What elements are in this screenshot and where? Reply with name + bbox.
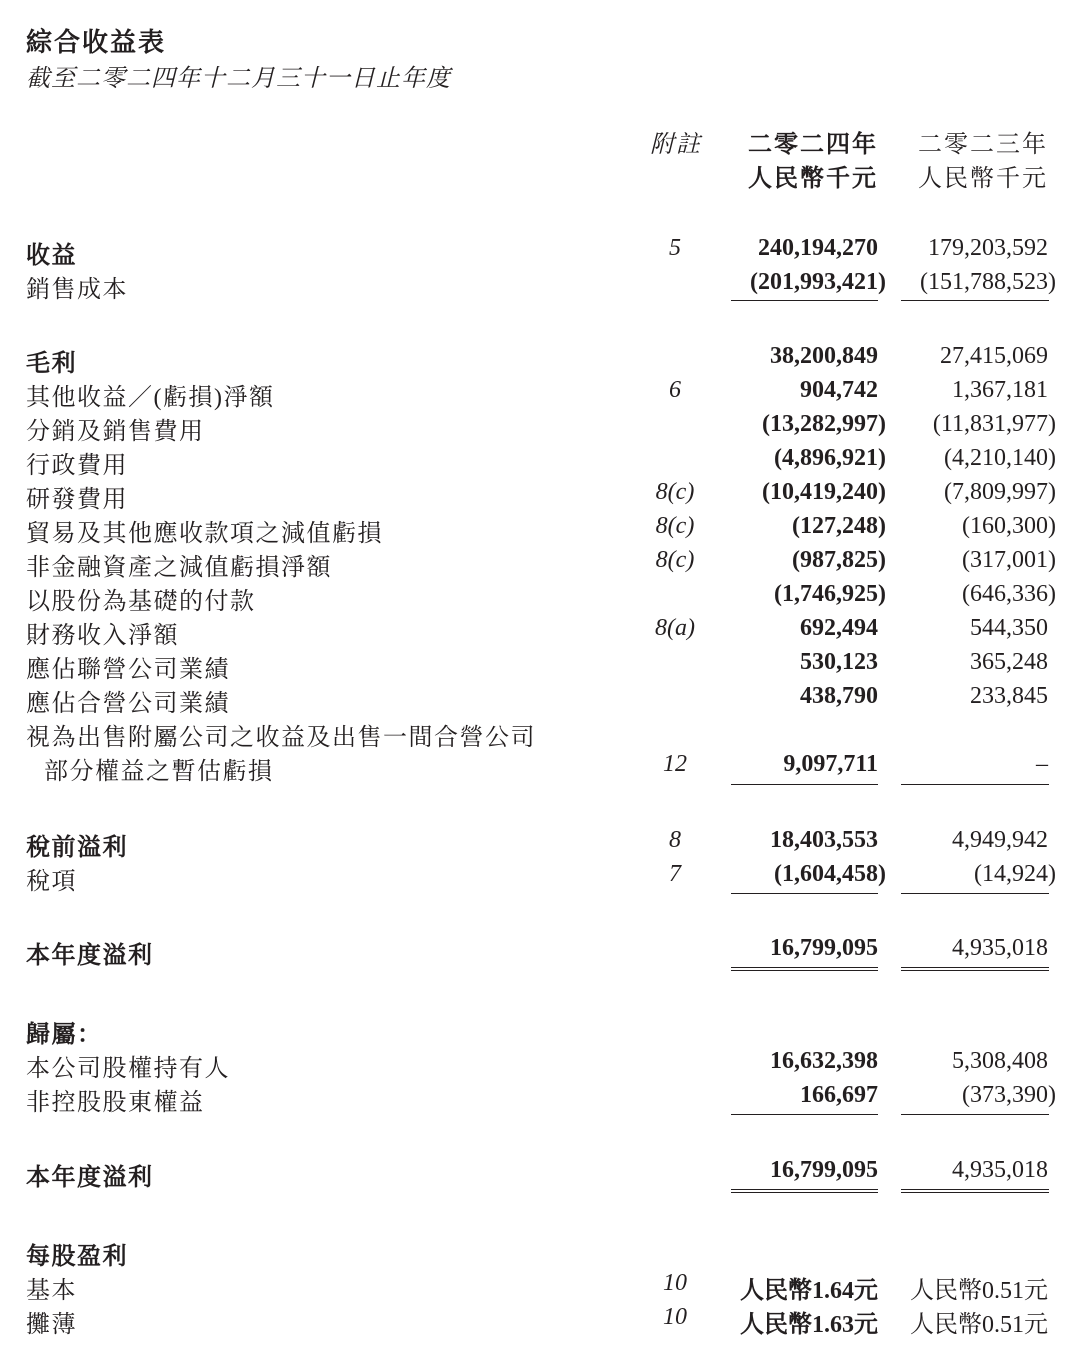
- row-label: 部分權益之暫估虧損: [44, 759, 274, 785]
- row-deemed-disposal-line1: [0, 715, 1080, 749]
- value-2024: 904,742: [800, 377, 878, 403]
- row-label: 行政費用: [26, 453, 128, 479]
- row-label: 財務收入淨額: [26, 623, 179, 649]
- column-header-2023-year: 二零二三年: [918, 132, 1048, 158]
- row-note: 8: [669, 827, 681, 853]
- column-header-2024-unit: 人民幣千元: [748, 166, 878, 192]
- row-label: 非控股股東權益: [26, 1090, 205, 1116]
- value-2023: 人民幣0.51元: [910, 1278, 1048, 1304]
- value-2023: (14,924): [974, 861, 1056, 887]
- row-label: 貿易及其他應收款項之減值虧損: [26, 521, 383, 547]
- value-2023: 4,935,018: [952, 935, 1048, 961]
- value-2023: (160,300): [962, 513, 1056, 539]
- total-double-rule: [901, 967, 1049, 971]
- row-label: 本年度溢利: [26, 943, 154, 969]
- value-2023: (151,788,523): [920, 269, 1056, 295]
- value-2023: 1,367,181: [952, 377, 1048, 403]
- value-2024: 692,494: [800, 615, 878, 641]
- row-profit-for-year: [0, 933, 1080, 967]
- row-gross-profit: [0, 341, 1080, 375]
- row-label: 視為出售附屬公司之收益及出售一間合營公司: [26, 725, 536, 751]
- total-double-rule: [731, 1189, 878, 1193]
- value-2024: 438,790: [800, 683, 878, 709]
- value-2024: (201,993,421): [750, 269, 886, 295]
- row-eps-basic: [0, 1268, 1080, 1302]
- value-2024: 9,097,711: [783, 751, 878, 777]
- value-2023: 4,935,018: [952, 1157, 1048, 1183]
- row-label: 研發費用: [26, 487, 128, 513]
- row-cost-of-sales: [0, 267, 1080, 301]
- row-distribution-costs: [0, 409, 1080, 443]
- row-profit-for-year-total: [0, 1155, 1080, 1189]
- value-2023: 人民幣0.51元: [910, 1312, 1048, 1338]
- value-2024: 240,194,270: [758, 235, 878, 261]
- value-2024: 18,403,553: [770, 827, 878, 853]
- note-column-header: 附註: [650, 132, 702, 158]
- subtotal-rule: [901, 300, 1049, 301]
- value-2024: 16,632,398: [770, 1048, 878, 1074]
- value-2024: (13,282,997): [762, 411, 886, 437]
- row-label: 毛利: [26, 351, 77, 377]
- value-2024: 166,697: [800, 1082, 878, 1108]
- row-note: 8(c): [655, 513, 695, 539]
- row-non-controlling-interests: [0, 1080, 1080, 1114]
- row-admin-expenses: [0, 443, 1080, 477]
- row-label: 收益: [26, 243, 77, 269]
- value-2023: 27,415,069: [940, 343, 1048, 369]
- subtotal-rule: [731, 300, 878, 301]
- value-2023: 5,308,408: [952, 1048, 1048, 1074]
- value-2023: 179,203,592: [928, 235, 1048, 261]
- row-label: 每股盈利: [26, 1244, 128, 1270]
- column-header-2024-year: 二零二四年: [748, 132, 878, 158]
- row-note: 12: [663, 751, 687, 777]
- row-label: 應佔聯營公司業績: [26, 657, 230, 683]
- row-note: 6: [669, 377, 681, 403]
- row-note: 8(c): [655, 547, 695, 573]
- row-share-of-associates: [0, 647, 1080, 681]
- row-note: 10: [663, 1270, 687, 1296]
- row-label: 銷售成本: [26, 277, 128, 303]
- row-label: 非金融資產之減值虧損淨額: [26, 555, 332, 581]
- row-label: 攤薄: [26, 1312, 77, 1338]
- row-nonfinancial-impairment: [0, 545, 1080, 579]
- row-label: 基本: [26, 1278, 77, 1304]
- value-2023: (646,336): [962, 581, 1056, 607]
- row-label: 本公司股權持有人: [26, 1056, 230, 1082]
- value-2024: (987,825): [792, 547, 886, 573]
- value-2023: –: [1036, 751, 1048, 777]
- row-finance-income: [0, 613, 1080, 647]
- row-note: 5: [669, 235, 681, 261]
- subtotal-rule: [731, 784, 878, 785]
- row-eps-heading: [0, 1234, 1080, 1268]
- value-2024: 人民幣1.64元: [740, 1278, 878, 1304]
- statement-period: 截至二零二四年十二月三十一日止年度: [26, 66, 451, 92]
- value-2023: 4,949,942: [952, 827, 1048, 853]
- subtotal-rule: [901, 1114, 1049, 1115]
- row-label: 其他收益／(虧損)淨額: [26, 385, 275, 411]
- subtotal-rule: [731, 1114, 878, 1115]
- value-2024: 38,200,849: [770, 343, 878, 369]
- row-eps-diluted: [0, 1302, 1080, 1336]
- subtotal-rule: [901, 784, 1049, 785]
- row-note: 10: [663, 1304, 687, 1330]
- row-label: 分銷及銷售費用: [26, 419, 205, 445]
- column-header-2024: [748, 128, 878, 196]
- value-2024: 530,123: [800, 649, 878, 675]
- row-label: 以股份為基礎的付款: [26, 589, 256, 615]
- row-revenue: [0, 233, 1080, 267]
- subtotal-rule: [731, 893, 878, 894]
- row-label: 本年度溢利: [26, 1165, 154, 1191]
- value-2023: (11,831,977): [932, 411, 1056, 437]
- total-double-rule: [901, 1189, 1049, 1193]
- row-label: 稅項: [26, 869, 77, 895]
- value-2024: (10,419,240): [762, 479, 886, 505]
- row-label: 應佔合營公司業績: [26, 691, 230, 717]
- row-tax: [0, 859, 1080, 893]
- row-note: 7: [669, 861, 681, 887]
- row-share-of-joint-ventures: [0, 681, 1080, 715]
- value-2024: (1,604,458): [774, 861, 886, 887]
- value-2024: 16,799,095: [770, 935, 878, 961]
- value-2024: 人民幣1.63元: [740, 1312, 878, 1338]
- row-share-based-payment: [0, 579, 1080, 613]
- value-2024: 16,799,095: [770, 1157, 878, 1183]
- value-2023: (373,390): [962, 1082, 1056, 1108]
- row-trade-impairment: [0, 511, 1080, 545]
- row-attributable-heading: [0, 1012, 1080, 1046]
- row-rnd-expenses: [0, 477, 1080, 511]
- value-2024: (127,248): [792, 513, 886, 539]
- value-2023: 365,248: [970, 649, 1048, 675]
- value-2024: (4,896,921): [774, 445, 886, 471]
- value-2023: 544,350: [970, 615, 1048, 641]
- row-label: 歸屬：: [26, 1022, 103, 1048]
- value-2023: (317,001): [962, 547, 1056, 573]
- row-deemed-disposal-line2: [0, 749, 1080, 783]
- row-note: 8(a): [655, 615, 695, 641]
- row-note: 8(c): [655, 479, 695, 505]
- column-header-2023: [918, 128, 1048, 196]
- value-2023: (7,809,997): [944, 479, 1056, 505]
- value-2024: (1,746,925): [774, 581, 886, 607]
- row-label: 稅前溢利: [26, 835, 128, 861]
- row-profit-before-tax: [0, 825, 1080, 859]
- total-double-rule: [731, 967, 878, 971]
- value-2023: (4,210,140): [944, 445, 1056, 471]
- statement-title: 綜合收益表: [26, 28, 167, 57]
- row-equity-holders: [0, 1046, 1080, 1080]
- column-header-2023-unit: 人民幣千元: [918, 166, 1048, 192]
- subtotal-rule: [901, 893, 1049, 894]
- row-other-gains: [0, 375, 1080, 409]
- value-2023: 233,845: [970, 683, 1048, 709]
